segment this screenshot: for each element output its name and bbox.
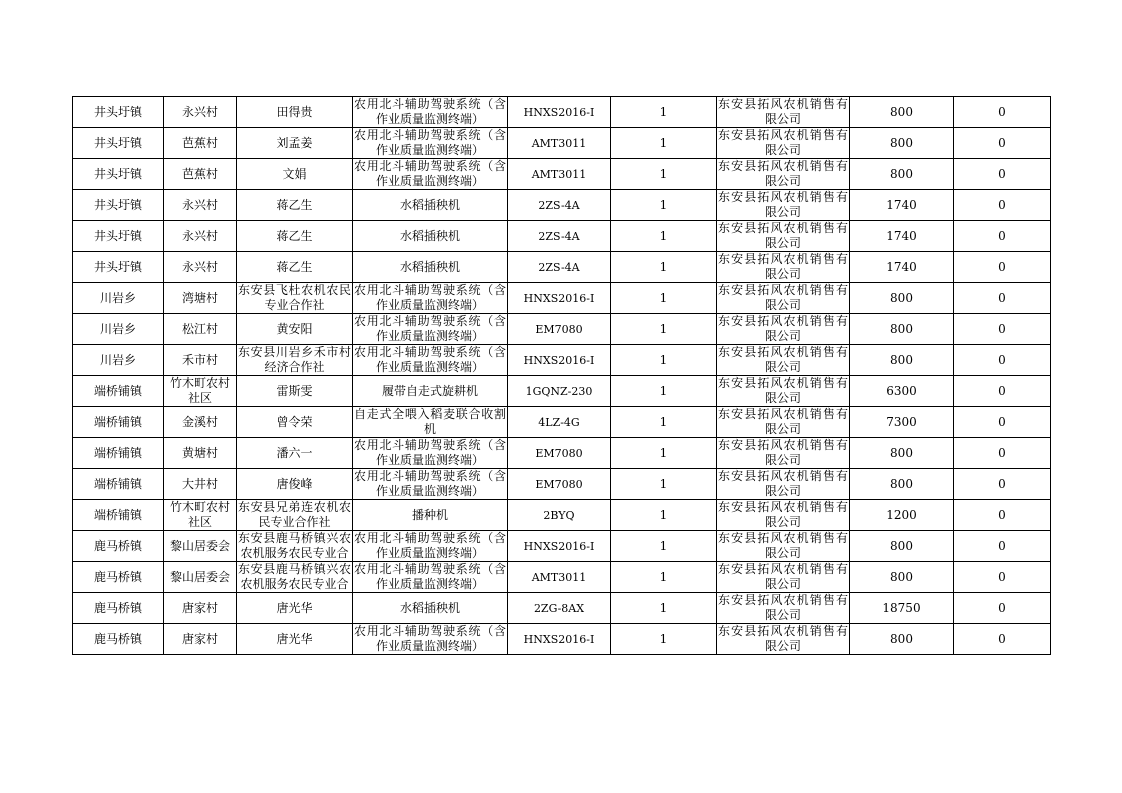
subsidy-amount-cell: 1740	[850, 221, 954, 252]
subsidy-amount-cell: 800	[850, 438, 954, 469]
town-cell: 井头圩镇	[73, 221, 164, 252]
extra-amount-cell: 0	[954, 159, 1051, 190]
buyer-cell: 刘孟姜	[237, 128, 353, 159]
machine-type-cell: 农用北斗辅助驾驶系统（含作业质量监测终端）	[354, 469, 506, 498]
town-cell: 鹿马桥镇	[73, 624, 164, 655]
model-cell: 2BYQ	[508, 500, 611, 531]
machine-type-cell: 自走式全喂入稻麦联合收割机	[354, 407, 506, 436]
table-row	[73, 531, 1051, 562]
table-row	[73, 221, 1051, 252]
town-cell: 川岩乡	[73, 314, 164, 345]
model-cell: 2ZS-4A	[508, 221, 611, 252]
machine-type-cell: 农用北斗辅助驾驶系统（含作业质量监测终端）	[354, 624, 506, 653]
dealer-cell: 东安县拓风农机销售有限公司	[718, 97, 848, 126]
buyer-cell: 唐光华	[237, 593, 353, 624]
subsidy-amount-cell: 800	[850, 128, 954, 159]
subsidy-amount-cell: 800	[850, 314, 954, 345]
model-cell: 4LZ-4G	[508, 407, 611, 438]
dealer-cell: 东安县拓风农机销售有限公司	[718, 345, 848, 374]
dealer-cell: 东安县拓风农机销售有限公司	[718, 221, 848, 250]
machine-type-cell: 水稻插秧机	[353, 252, 508, 283]
table-body	[73, 97, 1051, 655]
table-row	[73, 314, 1051, 345]
village-cell: 永兴村	[164, 221, 237, 252]
town-cell: 端桥铺镇	[73, 500, 164, 531]
subsidy-amount-cell: 800	[850, 531, 954, 562]
village-cell: 芭蕉村	[164, 159, 237, 190]
model-cell: AMT3011	[508, 128, 611, 159]
extra-amount-cell: 0	[954, 97, 1051, 128]
village-cell: 永兴村	[164, 252, 237, 283]
table-row	[73, 97, 1051, 128]
buyer-cell: 东安县飞杜农机农民专业合作社	[238, 283, 351, 312]
extra-amount-cell: 0	[954, 593, 1051, 624]
model-cell: AMT3011	[508, 562, 611, 593]
subsidy-amount-cell: 800	[850, 624, 954, 655]
machine-type-cell: 水稻插秧机	[353, 221, 508, 252]
town-cell: 川岩乡	[73, 345, 164, 376]
buyer-cell: 雷斯雯	[237, 376, 353, 407]
village-cell: 黎山居委会	[164, 562, 237, 593]
model-cell: HNXS2016-I	[508, 97, 611, 128]
machine-type-cell: 水稻插秧机	[353, 593, 508, 624]
dealer-cell: 东安县拓风农机销售有限公司	[718, 283, 848, 312]
town-cell: 鹿马桥镇	[73, 593, 164, 624]
table-row	[73, 128, 1051, 159]
extra-amount-cell: 0	[954, 252, 1051, 283]
buyer-cell: 曾令荣	[237, 407, 353, 438]
buyer-cell: 东安县鹿马桥镇兴农农机服务农民专业合	[238, 562, 351, 591]
town-cell: 端桥铺镇	[73, 469, 164, 500]
quantity-cell: 1	[611, 407, 717, 438]
village-cell: 金溪村	[164, 407, 237, 438]
extra-amount-cell: 0	[954, 624, 1051, 655]
dealer-cell: 东安县拓风农机销售有限公司	[718, 624, 848, 653]
extra-amount-cell: 0	[954, 469, 1051, 500]
quantity-cell: 1	[611, 562, 717, 593]
dealer-cell: 东安县拓风农机销售有限公司	[718, 500, 848, 529]
village-cell: 黄塘村	[164, 438, 237, 469]
town-cell: 端桥铺镇	[73, 376, 164, 407]
extra-amount-cell: 0	[954, 283, 1051, 314]
subsidy-table-sheet	[72, 96, 1050, 655]
machine-type-cell: 农用北斗辅助驾驶系统（含作业质量监测终端）	[354, 438, 506, 467]
table-row	[73, 624, 1051, 655]
buyer-cell: 东安县川岩乡禾市村经济合作社	[238, 345, 351, 374]
machine-type-cell: 农用北斗辅助驾驶系统（含作业质量监测终端）	[354, 531, 506, 560]
buyer-cell: 东安县兄弟连农机农民专业合作社	[238, 500, 351, 529]
machine-type-cell: 农用北斗辅助驾驶系统（含作业质量监测终端）	[354, 97, 506, 126]
table-row	[73, 345, 1051, 376]
quantity-cell: 1	[611, 314, 717, 345]
subsidy-amount-cell: 1740	[850, 190, 954, 221]
quantity-cell: 1	[611, 376, 717, 407]
quantity-cell: 1	[611, 624, 717, 655]
subsidy-amount-cell: 7300	[850, 407, 954, 438]
town-cell: 川岩乡	[73, 283, 164, 314]
dealer-cell: 东安县拓风农机销售有限公司	[718, 469, 848, 498]
machine-type-cell: 农用北斗辅助驾驶系统（含作业质量监测终端）	[354, 562, 506, 591]
table-row	[73, 159, 1051, 190]
model-cell: 2ZG-8AX	[508, 593, 611, 624]
buyer-cell: 田得贵	[237, 97, 353, 128]
extra-amount-cell: 0	[954, 376, 1051, 407]
extra-amount-cell: 0	[954, 562, 1051, 593]
model-cell: HNXS2016-I	[508, 624, 611, 655]
model-cell: EM7080	[508, 469, 611, 500]
quantity-cell: 1	[611, 438, 717, 469]
extra-amount-cell: 0	[954, 314, 1051, 345]
quantity-cell: 1	[611, 128, 717, 159]
table-row	[73, 562, 1051, 593]
buyer-cell: 唐光华	[237, 624, 353, 655]
subsidy-amount-cell: 1200	[850, 500, 954, 531]
machine-type-cell: 履带自走式旋耕机	[353, 376, 508, 407]
town-cell: 端桥铺镇	[73, 438, 164, 469]
machine-type-cell: 农用北斗辅助驾驶系统（含作业质量监测终端）	[354, 314, 506, 343]
buyer-cell: 黄安阳	[237, 314, 353, 345]
model-cell: HNXS2016-I	[508, 345, 611, 376]
town-cell: 井头圩镇	[73, 128, 164, 159]
village-cell: 竹木町农村社区	[164, 500, 237, 531]
machine-type-cell: 水稻插秧机	[353, 190, 508, 221]
dealer-cell: 东安县拓风农机销售有限公司	[718, 190, 848, 219]
model-cell: EM7080	[508, 438, 611, 469]
dealer-cell: 东安县拓风农机销售有限公司	[718, 407, 848, 436]
dealer-cell: 东安县拓风农机销售有限公司	[718, 159, 848, 188]
dealer-cell: 东安县拓风农机销售有限公司	[718, 531, 848, 560]
machine-type-cell: 农用北斗辅助驾驶系统（含作业质量监测终端）	[354, 283, 506, 312]
dealer-cell: 东安县拓风农机销售有限公司	[718, 128, 848, 157]
table-row	[73, 190, 1051, 221]
quantity-cell: 1	[611, 252, 717, 283]
dealer-cell: 东安县拓风农机销售有限公司	[718, 593, 848, 622]
table-row	[73, 376, 1051, 407]
dealer-cell: 东安县拓风农机销售有限公司	[718, 562, 848, 591]
table-row	[73, 469, 1051, 500]
buyer-cell: 潘六一	[237, 438, 353, 469]
quantity-cell: 1	[611, 190, 717, 221]
subsidy-amount-cell: 800	[850, 159, 954, 190]
dealer-cell: 东安县拓风农机销售有限公司	[718, 438, 848, 467]
extra-amount-cell: 0	[954, 531, 1051, 562]
buyer-cell: 蒋乙生	[237, 190, 353, 221]
quantity-cell: 1	[611, 531, 717, 562]
village-cell: 唐家村	[164, 624, 237, 655]
extra-amount-cell: 0	[954, 128, 1051, 159]
buyer-cell: 蒋乙生	[237, 221, 353, 252]
table-row	[73, 407, 1051, 438]
buyer-cell: 文娟	[237, 159, 353, 190]
buyer-cell: 蒋乙生	[237, 252, 353, 283]
dealer-cell: 东安县拓风农机销售有限公司	[718, 376, 848, 405]
dealer-cell: 东安县拓风农机销售有限公司	[718, 314, 848, 343]
subsidy-amount-cell: 18750	[850, 593, 954, 624]
model-cell: HNXS2016-I	[508, 283, 611, 314]
town-cell: 鹿马桥镇	[73, 562, 164, 593]
village-cell: 芭蕉村	[164, 128, 237, 159]
machine-type-cell: 农用北斗辅助驾驶系统（含作业质量监测终端）	[354, 159, 506, 188]
subsidy-amount-cell: 800	[850, 345, 954, 376]
village-cell: 唐家村	[164, 593, 237, 624]
extra-amount-cell: 0	[954, 221, 1051, 252]
town-cell: 井头圩镇	[73, 252, 164, 283]
village-cell: 禾市村	[164, 345, 237, 376]
extra-amount-cell: 0	[954, 345, 1051, 376]
dealer-cell: 东安县拓风农机销售有限公司	[718, 252, 848, 281]
model-cell: 2ZS-4A	[508, 252, 611, 283]
quantity-cell: 1	[611, 469, 717, 500]
village-cell: 黎山居委会	[164, 531, 237, 562]
model-cell: AMT3011	[508, 159, 611, 190]
town-cell: 端桥铺镇	[73, 407, 164, 438]
extra-amount-cell: 0	[954, 190, 1051, 221]
table-row	[73, 593, 1051, 624]
subsidy-amount-cell: 6300	[850, 376, 954, 407]
village-cell: 永兴村	[164, 190, 237, 221]
buyer-cell: 唐俊峰	[237, 469, 353, 500]
machine-type-cell: 播种机	[353, 500, 508, 531]
table-row	[73, 252, 1051, 283]
subsidy-amount-cell: 800	[850, 283, 954, 314]
quantity-cell: 1	[611, 159, 717, 190]
town-cell: 井头圩镇	[73, 97, 164, 128]
town-cell: 鹿马桥镇	[73, 531, 164, 562]
town-cell: 井头圩镇	[73, 159, 164, 190]
extra-amount-cell: 0	[954, 407, 1051, 438]
buyer-cell: 东安县鹿马桥镇兴农农机服务农民专业合	[238, 531, 351, 560]
quantity-cell: 1	[611, 593, 717, 624]
quantity-cell: 1	[611, 345, 717, 376]
subsidy-amount-cell: 800	[850, 562, 954, 593]
village-cell: 大井村	[164, 469, 237, 500]
quantity-cell: 1	[611, 500, 717, 531]
subsidy-amount-cell: 800	[850, 97, 954, 128]
quantity-cell: 1	[611, 97, 717, 128]
model-cell: HNXS2016-I	[508, 531, 611, 562]
quantity-cell: 1	[611, 283, 717, 314]
table-row	[73, 500, 1051, 531]
subsidy-amount-cell: 800	[850, 469, 954, 500]
village-cell: 松江村	[164, 314, 237, 345]
table-row	[73, 283, 1051, 314]
machine-type-cell: 农用北斗辅助驾驶系统（含作业质量监测终端）	[354, 128, 506, 157]
quantity-cell: 1	[611, 221, 717, 252]
village-cell: 竹木町农村社区	[164, 376, 237, 407]
subsidy-table	[72, 96, 1051, 655]
extra-amount-cell: 0	[954, 500, 1051, 531]
model-cell: 1GQNZ-230	[508, 376, 611, 407]
extra-amount-cell: 0	[954, 438, 1051, 469]
model-cell: EM7080	[508, 314, 611, 345]
machine-type-cell: 农用北斗辅助驾驶系统（含作业质量监测终端）	[354, 345, 506, 374]
town-cell: 井头圩镇	[73, 190, 164, 221]
table-row	[73, 438, 1051, 469]
village-cell: 湾塘村	[164, 283, 237, 314]
subsidy-amount-cell: 1740	[850, 252, 954, 283]
village-cell: 永兴村	[164, 97, 237, 128]
model-cell: 2ZS-4A	[508, 190, 611, 221]
